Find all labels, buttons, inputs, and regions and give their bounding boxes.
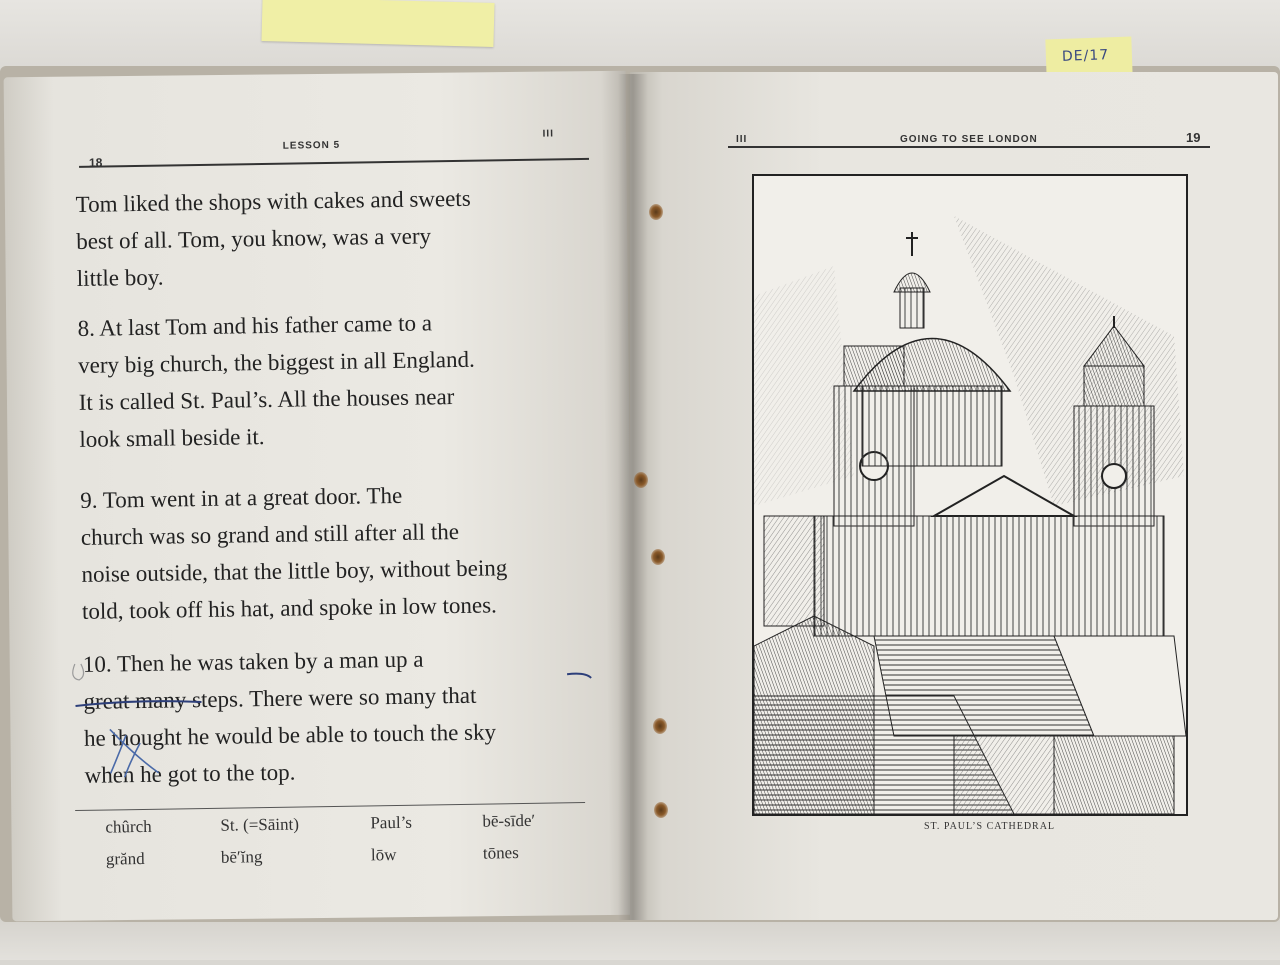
text-line: church was so grand and still after all the bbox=[80, 518, 460, 550]
text-line: little boy. bbox=[76, 264, 164, 291]
left-running-head: LESSON 5 bbox=[282, 139, 341, 152]
text-line: when he got to the top. bbox=[84, 759, 296, 788]
right-running-head: GOING TO SEE LONDON bbox=[900, 134, 1038, 145]
text-line: Tom liked the shops with cakes and sweets bbox=[75, 185, 471, 217]
sticky-note-label: DE/17 bbox=[1061, 47, 1110, 65]
vocabulary-word: Paul’s bbox=[370, 812, 413, 833]
rust-stain bbox=[649, 204, 663, 220]
left-section-mark: III bbox=[542, 128, 555, 140]
pencil-annotations bbox=[69, 636, 611, 784]
text-line: told, took off his hat, and spoke in low tones. bbox=[81, 592, 498, 624]
rust-stain bbox=[653, 718, 667, 734]
paragraph-9 bbox=[80, 474, 587, 630]
text-line: look small beside it. bbox=[79, 424, 265, 452]
vocabulary-word: chûrch bbox=[105, 816, 152, 837]
cathedral-illustration bbox=[752, 174, 1188, 816]
rust-stain bbox=[651, 549, 665, 565]
vocabulary-word: lōw bbox=[370, 845, 397, 865]
vocabulary-rule bbox=[75, 802, 585, 811]
text-line: 8. At last Tom and his father came to a bbox=[77, 310, 433, 341]
text-line: great many steps. There were so many that bbox=[83, 682, 477, 714]
vocabulary-word: bē-sīde′ bbox=[482, 810, 536, 831]
vocabulary-word: bē′ĭng bbox=[220, 847, 263, 867]
right-page-number: 19 bbox=[1186, 130, 1201, 145]
left-page-number: 18 bbox=[88, 155, 103, 170]
header-rule bbox=[728, 146, 1210, 148]
rust-stain bbox=[654, 802, 668, 818]
illustration-caption: ST. PAUL’S CATHEDRAL bbox=[924, 821, 1056, 832]
paragraph-intro bbox=[75, 178, 582, 297]
paragraph-8 bbox=[77, 302, 584, 458]
text-line: 10. Then he was taken by a man up a bbox=[82, 646, 424, 677]
vocabulary-word: St. (=Sāint) bbox=[220, 814, 300, 835]
vocabulary-list bbox=[105, 810, 586, 878]
header-rule bbox=[79, 155, 589, 170]
text-line: he thought he would be able to touch the sky bbox=[83, 719, 497, 751]
text-line: 9. Tom went in at a great door. The bbox=[80, 482, 403, 513]
text-line: very big church, the biggest in all England. bbox=[77, 346, 475, 378]
text-line: noise outside, that the little boy, without being bbox=[81, 555, 508, 587]
text-line: It is called St. Paul’s. All the houses near bbox=[78, 384, 455, 415]
vocabulary-word: grănd bbox=[105, 848, 145, 869]
vocabulary-word: tōnes bbox=[482, 843, 519, 863]
text-line: best of all. Tom, you know, was a very bbox=[76, 223, 432, 254]
right-section-mark: III bbox=[736, 134, 748, 145]
